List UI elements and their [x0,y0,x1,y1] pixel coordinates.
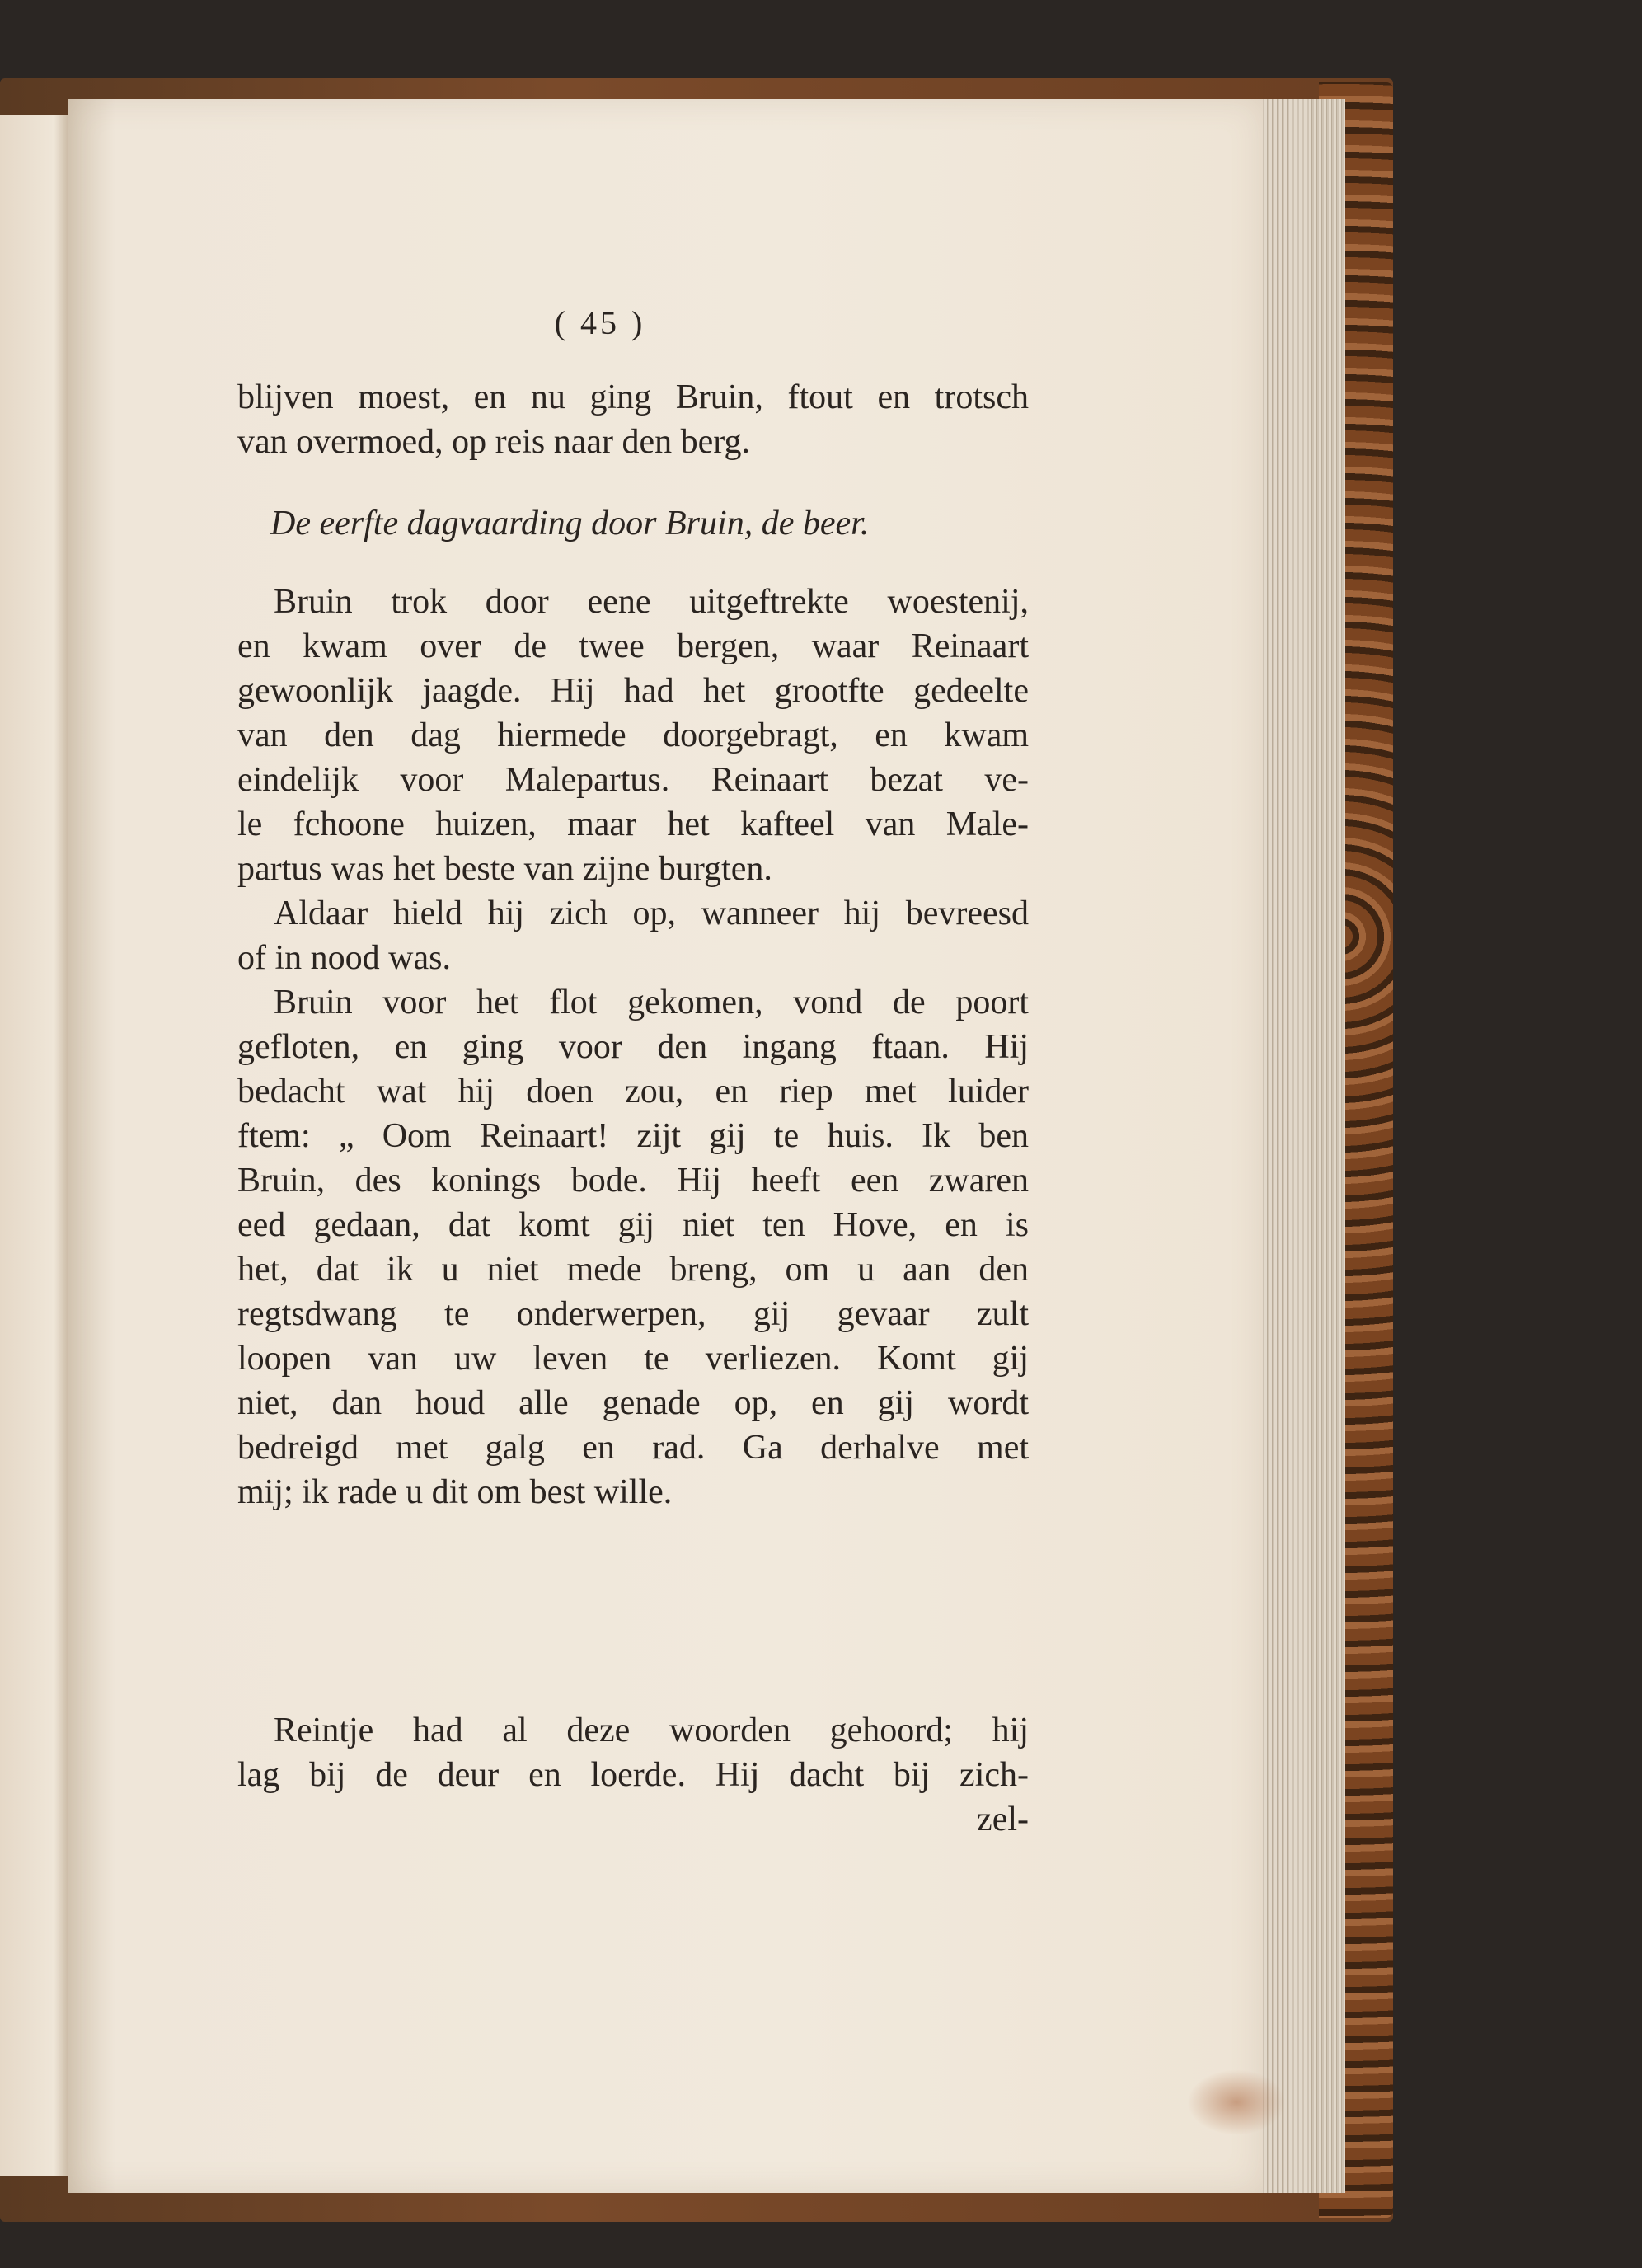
text-line: en kwam over de twee bergen, waar Reinaart [237,627,1029,665]
text-line: bedacht wat hij doen zou, en riep met luider [237,1073,1029,1111]
text-line: van overmoed, op reis naar den berg. [237,423,751,461]
text-line: Reintje had al deze woorden gehoord; hij [274,1712,1029,1749]
foxing-stain [1187,2069,1286,2135]
text-line: Aldaar hield hij zich op, wanneer hij bevreesd [274,895,1029,932]
text-line: van den dag hiermede doorgebragt, en kwam [237,716,1029,754]
text-line: loopen van uw leven te verliezen. Komt gij [237,1340,1029,1378]
text-line: ftem: „ Oom Reinaart! zijt gij te huis. Ik ben [237,1117,1029,1155]
text-line: regtsdwang te onderwerpen, gij gevaar zult [237,1295,1029,1333]
text-line: niet, dan houd alle genade op, en gij wordt [237,1384,1029,1422]
text-line: eindelijk voor Malepartus. Reinaart bezat ve- [237,761,1029,799]
section-heading: De eerfte dagvaarding door Bruin, de beer. [270,505,870,542]
text-line: Bruin trok door eene uitgeftrekte woestenij, [274,583,1029,621]
catchword: zel- [977,1801,1029,1838]
text-line: le fchoone huizen, maar het kafteel van Male- [237,805,1029,843]
page-number: ( 45 ) [554,304,646,341]
page-stack-edges [1263,99,1345,2193]
text-line: gefloten, en ging voor den ingang ftaan. Hij [237,1028,1029,1066]
text-line: Bruin voor het flot gekomen, vond de poort [274,984,1029,1021]
text-line: mij; ik rade u dit om best wille. [237,1473,673,1511]
text-line: blijven moest, en nu ging Bruin, ftout en trotsch [237,378,1029,416]
text-line: partus was het beste van zijne burgten. [237,850,772,888]
text-line: het, dat ik u niet mede breng, om u aan den [237,1251,1029,1289]
text-line: gewoonlijk jaagde. Hij had het grootfte gedeelte [237,672,1029,710]
left-page-edge [0,115,68,2176]
text-line: lag bij de deur en loerde. Hij dacht bij zich- [237,1756,1029,1794]
text-line: bedreigd met galg en rad. Ga derhalve met [237,1429,1029,1467]
text-line: Bruin, des konings bode. Hij heeft een zwaren [237,1162,1029,1200]
text-line: of in nood was. [237,939,451,977]
text-line: eed gedaan, dat komt gij niet ten Hove, en is [237,1206,1029,1244]
